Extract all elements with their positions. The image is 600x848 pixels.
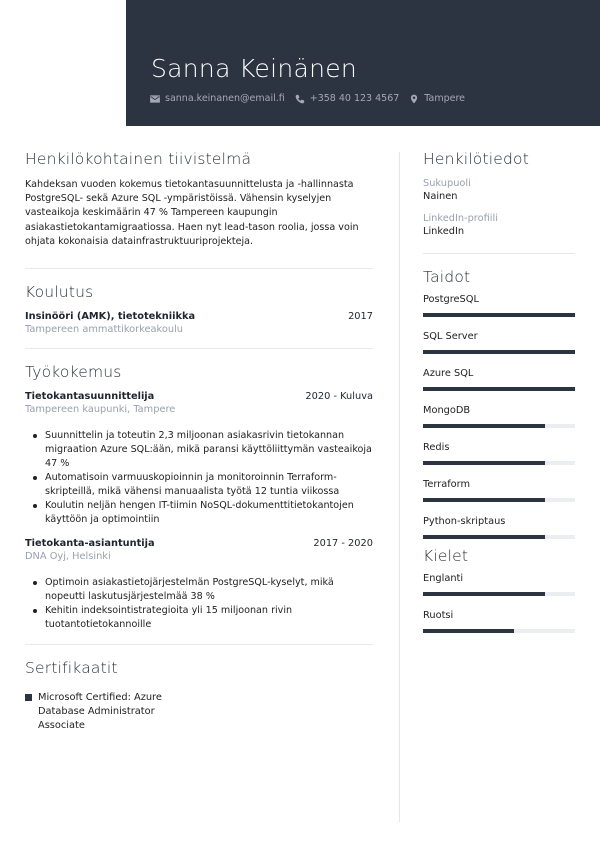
skill-item [423,294,575,317]
skill-level-fill [423,387,575,391]
skill-level-fill [423,629,514,633]
skill-level-bar [423,350,575,354]
section-divider [423,253,575,254]
skill-name: PostgreSQL [423,294,479,305]
education-heading: Koulutus [25,283,94,302]
skill-name: Englanti [423,573,464,584]
envelope-icon [150,94,160,104]
skill-level-bar [423,424,575,428]
skill-level-fill [423,535,545,539]
job-bullets [25,429,373,527]
languages-heading: Kielet [423,547,469,565]
languages-list [423,573,575,633]
list-item: Optimoin asiakastietojärjestelmän PostgreSQL-kyselyt, mikä nopeutti laskutusjärjestelmää 38 % [33,576,373,604]
list-item: Suunnittelin ja toteutin 2,3 miljoonan asiakasrivin tietokannan migraation Azure SQL:ään, mikä paransi käyttöliittymän vasteaikoja 47 % [33,429,373,471]
skill-name: Python-skriptaus [423,516,506,527]
skill-name: MongoDB [423,405,471,416]
skill-item [423,516,575,539]
job-dates: 2020 - Kuluva [305,391,373,403]
certificate-name: Microsoft Certified: Azure Database Administrator Associate [38,692,162,732]
list-item: Kehitin indeksointistrategioita yli 15 miljoonan rivin tuotantotietokannoille [33,604,373,632]
job-organization: DNA Oyj, Helsinki [25,551,111,563]
side-column [423,150,575,633]
column-divider [399,152,400,822]
section-divider [25,644,373,645]
personal-section [423,150,575,237]
skill-level-bar [423,461,575,465]
contact-row [150,93,475,104]
skill-name: Azure SQL [423,368,474,379]
education-year: 2017 [348,311,373,323]
section-divider [25,268,373,269]
skill-level-bar [423,313,575,317]
skill-level-bar [423,629,575,633]
skill-item [423,405,575,428]
skill-item [423,479,575,502]
skill-item [423,610,575,633]
skill-name: Redis [423,442,450,453]
experience-section [25,363,373,632]
skill-item [423,331,575,354]
phone-text: +358 40 123 4567 [309,93,400,104]
experience-heading: Työkokemus [25,363,122,382]
list-item: Automatisoin varmuuskopioinnin ja monitoroinnin Terraform-skripteillä, mikä vähensi manuaalista työtä 12 tuntia viikossa [33,471,373,499]
section-divider [25,348,373,349]
summary-heading: Henkilökohtainen tiivistelmä [25,150,252,168]
email-text: sanna.keinanen@email.fi [165,93,285,104]
skill-level-fill [423,498,545,502]
summary-text: Kahdeksan vuoden kokemus tietokantasuunnittelusta ja -hallinnasta PostgreSQL- sekä Azure SQL -ympäristöissä. Vähensin kyselyjen vasteaikoja keskimäärin 47 % Tampereen kaupungin asiakastietokantamigraatiossa. Haen nyt lead-tason roolia, jossa voin ohjata kokonaisia datainfrastruktuuriprojekteja. [25,179,359,247]
skill-level-bar [423,387,575,391]
location-text: Tampere [424,93,466,104]
skills-heading: Taidot [423,268,471,286]
education-entry [25,311,373,335]
job-organization: Tampereen kaupunki, Tampere [25,404,176,416]
skill-name: SQL Server [423,331,478,342]
certificates-heading: Sertifikaatit [25,659,118,678]
skill-item [423,368,575,391]
list-item: Koulutin neljän hengen IT-tiimin NoSQL-dokumenttitietokantojen käyttöön ja optimointiin [33,499,373,527]
linkedin-label: LinkedIn-profiili [423,213,498,224]
job-title: Tietokanta-asiantuntija [25,538,155,550]
location-pin-icon [409,94,419,104]
certificate-item [25,691,373,733]
skill-level-fill [423,350,575,354]
candidate-name: Sanna Keinänen [151,54,358,83]
job-dates: 2017 - 2020 [313,538,373,550]
skill-name: Terraform [423,479,471,490]
summary-section [25,150,373,249]
contact-email[interactable] [150,93,285,104]
personal-heading: Henkilötiedot [423,150,530,168]
skill-level-fill [423,592,545,596]
job-bullets [25,576,373,632]
job-title: Tietokantasuunnittelija [25,391,155,403]
header-banner [126,0,600,126]
contact-phone[interactable] [295,93,400,104]
job-entry [25,391,373,527]
gender-label: Sukupuoli [423,178,471,189]
phone-icon [295,94,305,104]
skill-level-bar [423,592,575,596]
skill-level-fill [423,461,545,465]
certificates-section [25,659,373,733]
skill-level-fill [423,424,545,428]
skills-list [423,294,575,539]
education-section [25,283,373,335]
skill-item [423,442,575,465]
skill-level-bar [423,535,575,539]
languages-section [423,547,575,633]
gender-value: Nainen [423,191,458,202]
main-column [25,150,373,733]
degree-title: Insinööri (AMK), tietotekniikka [25,311,196,323]
square-bullet-icon [25,694,32,701]
linkedin-link[interactable]: LinkedIn [423,226,465,237]
school-name: Tampereen ammattikorkeakoulu [25,324,184,336]
contact-location [409,93,465,104]
skill-item [423,573,575,596]
job-entry [25,538,373,632]
skills-section [423,268,575,539]
skill-level-bar [423,498,575,502]
skill-level-fill [423,313,575,317]
skill-name: Ruotsi [423,610,454,621]
